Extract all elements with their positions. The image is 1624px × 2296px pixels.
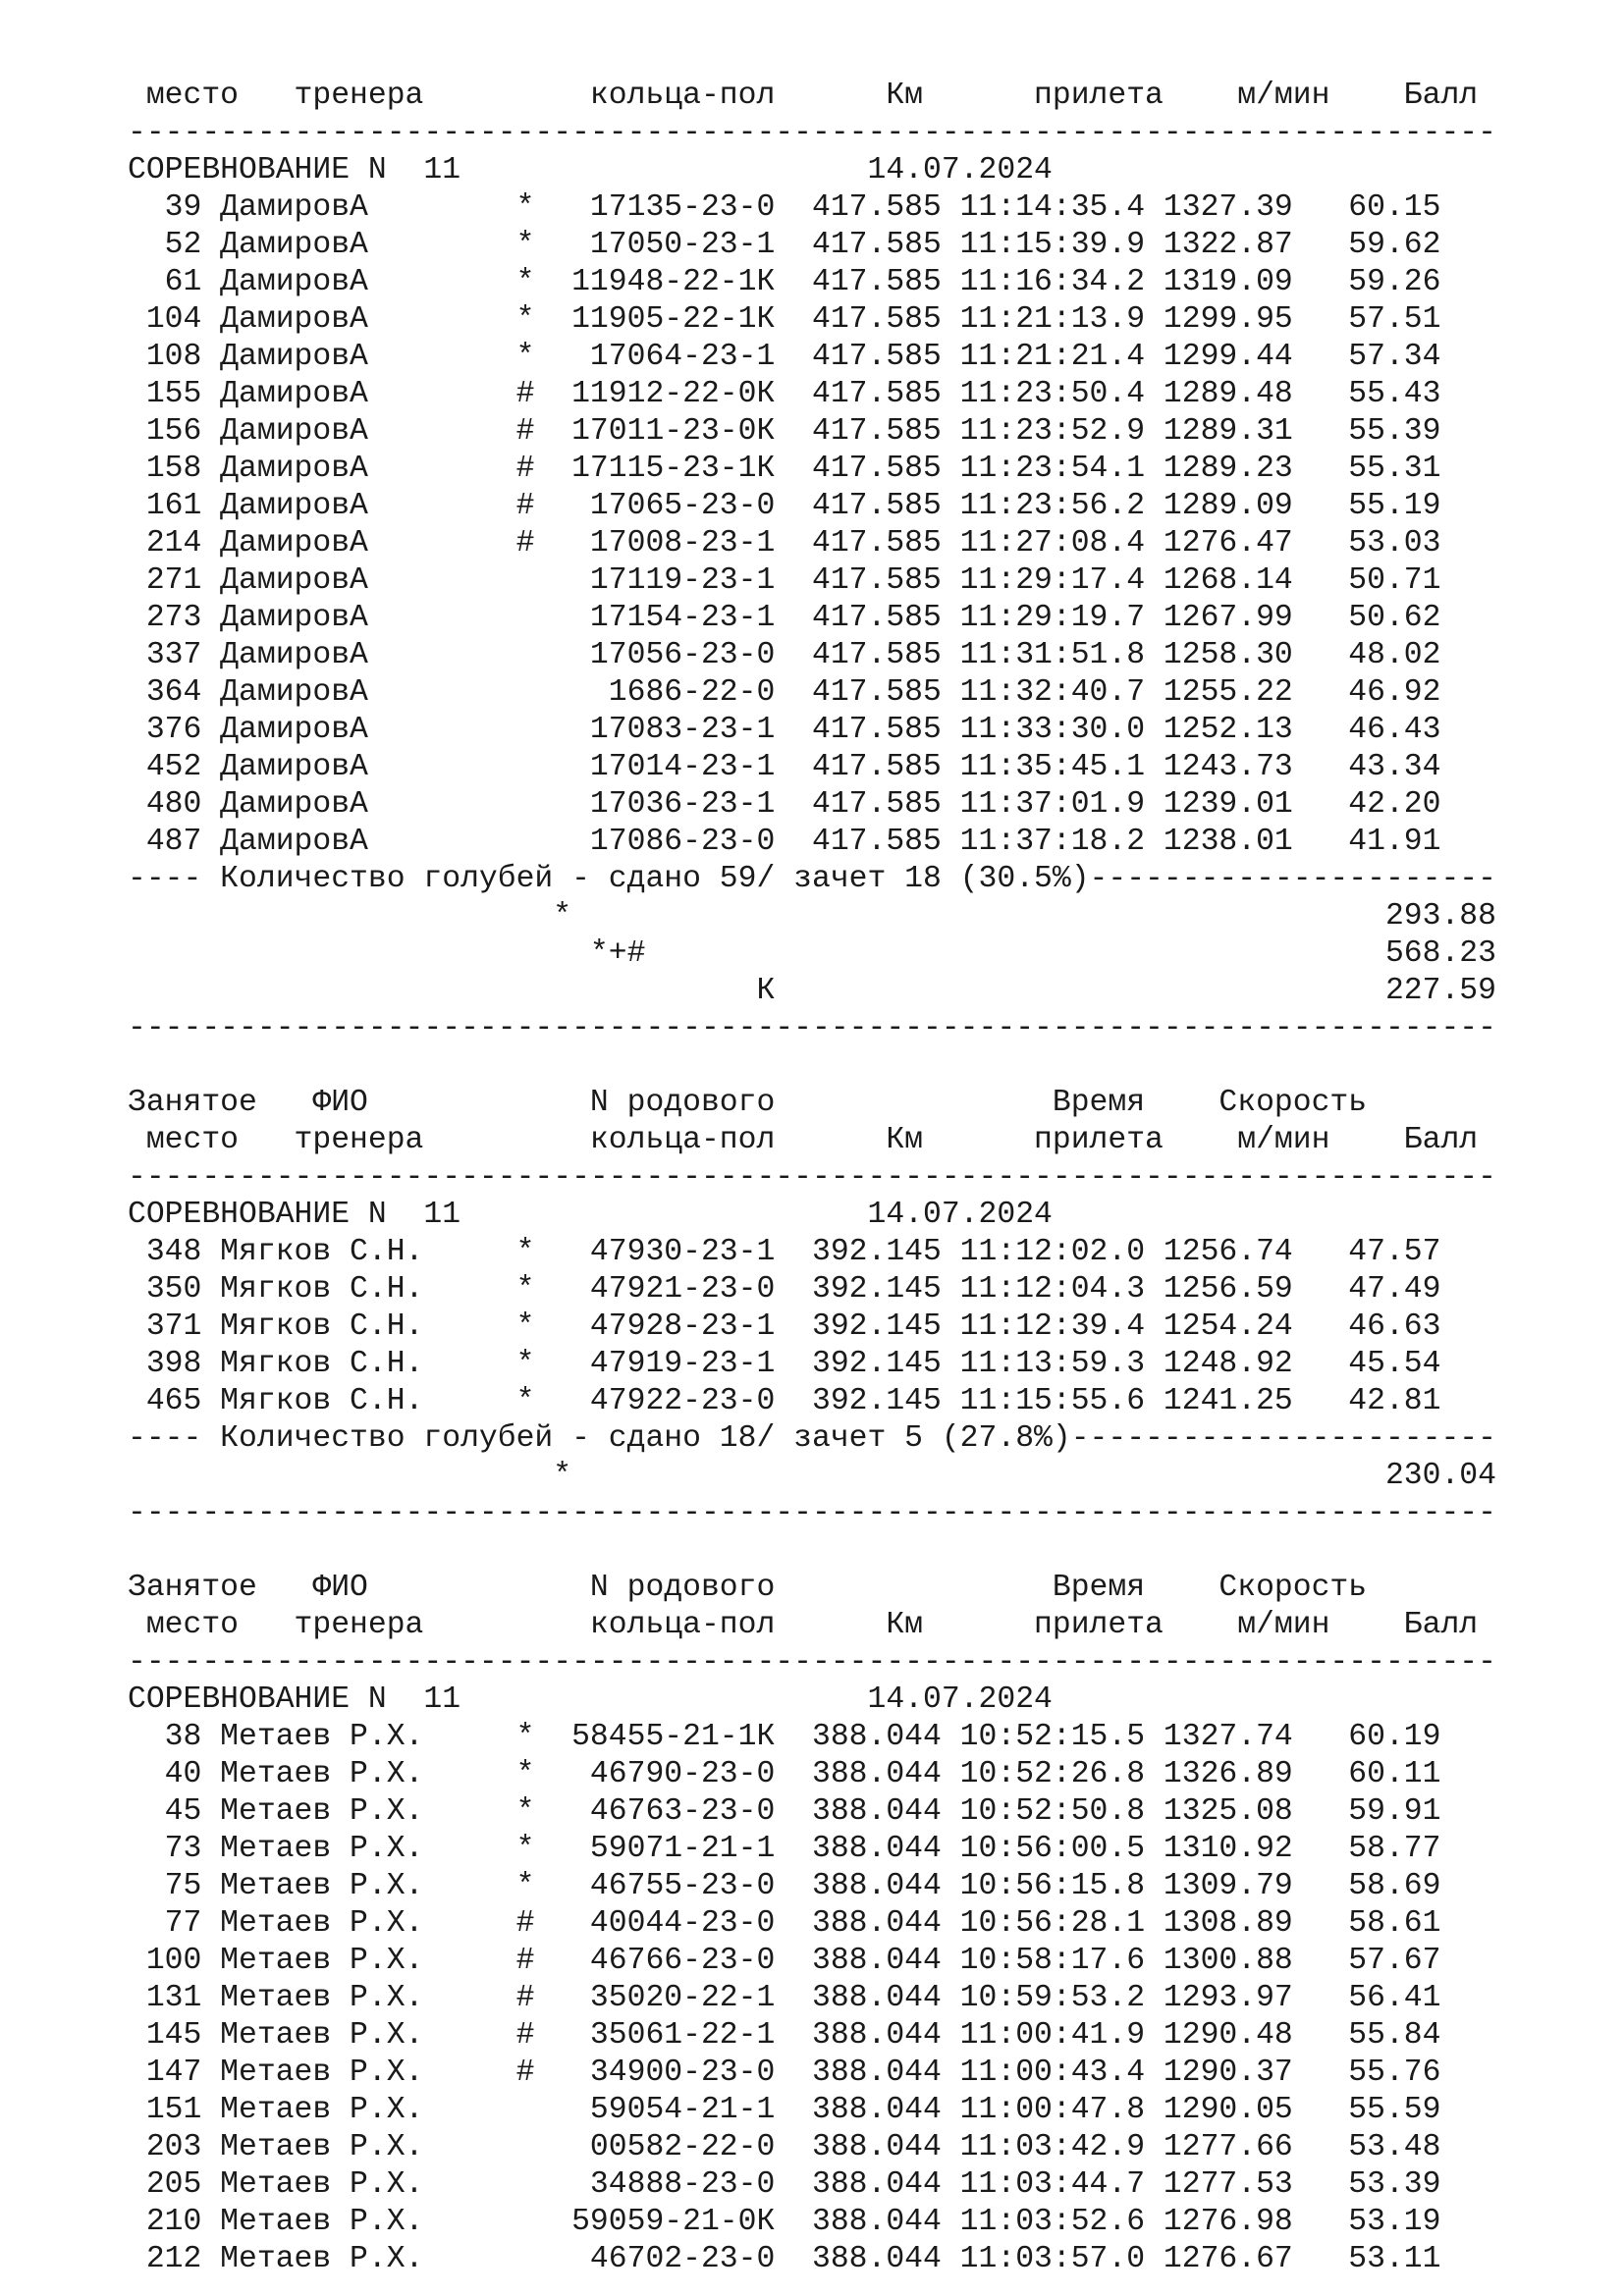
table-row: 61 ДамировА * 11948-22-1К 417.585 11:16:34.2 1319.09 59.26 (128, 265, 1441, 299)
table-row: 203 Метаев Р.Х. 00582-22-0 388.044 11:03:42.9 1277.66 53.48 (128, 2130, 1441, 2164)
table-row: 371 Мягков С.Н. * 47928-23-1 392.145 11:12:39.4 1254.24 46.63 (128, 1309, 1441, 1344)
separator-line: -------------------------------------------------------------------------- (128, 1496, 1496, 1530)
separator-line: -------------------------------------------------------------------------- (128, 116, 1496, 150)
separator-line: -------------------------------------------------------------------------- (128, 1645, 1496, 1680)
table-row: 73 Метаев Р.Х. * 59071-21-1 388.044 10:56:00.5 1310.92 58.77 (128, 1832, 1441, 1866)
total-line: * 293.88 (128, 899, 1496, 934)
blank-line (128, 1532, 1496, 1570)
table-row: 364 ДамировА 1686-22-0 417.585 11:32:40.7 1255.22 46.92 (128, 675, 1441, 710)
table-row: 376 ДамировА 17083-23-1 417.585 11:33:30.0 1252.13 46.43 (128, 713, 1441, 747)
table-row: 100 Метаев Р.Х. # 46766-23-0 388.044 10:58:17.6 1300.88 57.67 (128, 1944, 1441, 1978)
table-row: 452 ДамировА 17014-23-1 417.585 11:35:45.1 1243.73 43.34 (128, 750, 1441, 784)
results-printout (128, 78, 1496, 2278)
table-row: 131 Метаев Р.Х. # 35020-22-1 388.044 10:59:53.2 1293.97 56.41 (128, 1981, 1441, 2015)
table-row: 158 ДамировА # 17115-23-1К 417.585 11:23:54.1 1289.23 55.31 (128, 452, 1441, 486)
table-row: 75 Метаев Р.Х. * 46755-23-0 388.044 10:56:15.8 1309.79 58.69 (128, 1869, 1441, 1903)
table-row: 465 Мягков С.Н. * 47922-23-0 392.145 11:15:55.6 1241.25 42.81 (128, 1384, 1441, 1418)
column-header: Занятое ФИО N родового Время Скорость (128, 1571, 1368, 1605)
table-row: 156 ДамировА # 17011-23-0К 417.585 11:23:52.9 1289.31 55.39 (128, 414, 1441, 449)
column-header: место тренера кольца-пол Км прилета м/мин Балл (128, 1608, 1479, 1642)
table-row: 337 ДамировА 17056-23-0 417.585 11:31:51.8 1258.30 48.02 (128, 638, 1441, 672)
table-row: 155 ДамировА # 11912-22-0К 417.585 11:23:50.4 1289.48 55.43 (128, 377, 1441, 411)
table-row: 271 ДамировА 17119-23-1 417.585 11:29:17.4 1268.14 50.71 (128, 563, 1441, 598)
column-header: место тренера кольца-пол Км прилета м/мин Балл (128, 1123, 1479, 1157)
column-header: Занятое ФИО N родового Время Скорость (128, 1086, 1368, 1120)
table-row: 348 Мягков С.Н. * 47930-23-1 392.145 11:12:02.0 1256.74 47.57 (128, 1235, 1441, 1269)
column-header: место тренера кольца-пол Км прилета м/мин Балл (128, 79, 1479, 113)
table-row: 480 ДамировА 17036-23-1 417.585 11:37:01.9 1239.01 42.20 (128, 787, 1441, 822)
table-row: 39 ДамировА * 17135-23-0 417.585 11:14:35.4 1327.39 60.15 (128, 190, 1441, 225)
table-row: 45 Метаев Р.Х. * 46763-23-0 388.044 10:52:50.8 1325.08 59.91 (128, 1794, 1441, 1829)
separator-line: -------------------------------------------------------------------------- (128, 1160, 1496, 1195)
table-row: 161 ДамировА # 17065-23-0 417.585 11:23:56.2 1289.09 55.19 (128, 489, 1441, 523)
table-row: 145 Метаев Р.Х. # 35061-22-1 388.044 11:00:41.9 1290.48 55.84 (128, 2018, 1441, 2053)
separator-line: -------------------------------------------------------------------------- (128, 1011, 1496, 1045)
table-row: 398 Мягков С.Н. * 47919-23-1 392.145 11:13:59.3 1248.92 45.54 (128, 1347, 1441, 1381)
table-row: 214 ДамировА # 17008-23-1 417.585 11:27:08.4 1276.47 53.03 (128, 526, 1441, 561)
table-row: 205 Метаев Р.Х. 34888-23-0 388.044 11:03:44.7 1277.53 53.39 (128, 2167, 1441, 2202)
competition-line: СОРЕВНОВАНИЕ N 11 14.07.2024 (128, 1198, 1053, 1232)
table-row: 52 ДамировА * 17050-23-1 417.585 11:15:39.9 1322.87 59.62 (128, 228, 1441, 262)
total-line: * 230.04 (128, 1459, 1496, 1493)
table-row: 487 ДамировА 17086-23-0 417.585 11:37:18.2 1238.01 41.91 (128, 825, 1441, 859)
table-row: 151 Метаев Р.Х. 59054-21-1 388.044 11:00:47.8 1290.05 55.59 (128, 2093, 1441, 2127)
summary-line: ---- Количество голубей - сдано 18/ зачет 5 (27.8%)----------------------- (128, 1421, 1496, 1456)
blank-line (128, 1047, 1496, 1085)
table-row: 210 Метаев Р.Х. 59059-21-0К 388.044 11:03:52.6 1276.98 53.19 (128, 2205, 1441, 2239)
table-row: 108 ДамировА * 17064-23-1 417.585 11:21:21.4 1299.44 57.34 (128, 340, 1441, 374)
total-line: К 227.59 (128, 974, 1496, 1008)
competition-line: СОРЕВНОВАНИЕ N 11 14.07.2024 (128, 1682, 1053, 1717)
summary-line: ---- Количество голубей - сдано 59/ зачет 18 (30.5%)---------------------- (128, 862, 1496, 896)
competition-line: СОРЕВНОВАНИЕ N 11 14.07.2024 (128, 153, 1053, 187)
table-row: 40 Метаев Р.Х. * 46790-23-0 388.044 10:52:26.8 1326.89 60.11 (128, 1757, 1441, 1791)
table-row: 350 Мягков С.Н. * 47921-23-0 392.145 11:12:04.3 1256.59 47.49 (128, 1272, 1441, 1307)
table-row: 77 Метаев Р.Х. # 40044-23-0 388.044 10:56:28.1 1308.89 58.61 (128, 1906, 1441, 1941)
table-row: 147 Метаев Р.Х. # 34900-23-0 388.044 11:00:43.4 1290.37 55.76 (128, 2056, 1441, 2090)
total-line: *+# 568.23 (128, 936, 1496, 971)
table-row: 104 ДамировА * 11905-22-1К 417.585 11:21:13.9 1299.95 57.51 (128, 302, 1441, 337)
table-row: 273 ДамировА 17154-23-1 417.585 11:29:19.7 1267.99 50.62 (128, 601, 1441, 635)
table-row: 38 Метаев Р.Х. * 58455-21-1К 388.044 10:52:15.5 1327.74 60.19 (128, 1720, 1441, 1754)
table-row: 212 Метаев Р.Х. 46702-23-0 388.044 11:03:57.0 1276.67 53.11 (128, 2242, 1441, 2276)
